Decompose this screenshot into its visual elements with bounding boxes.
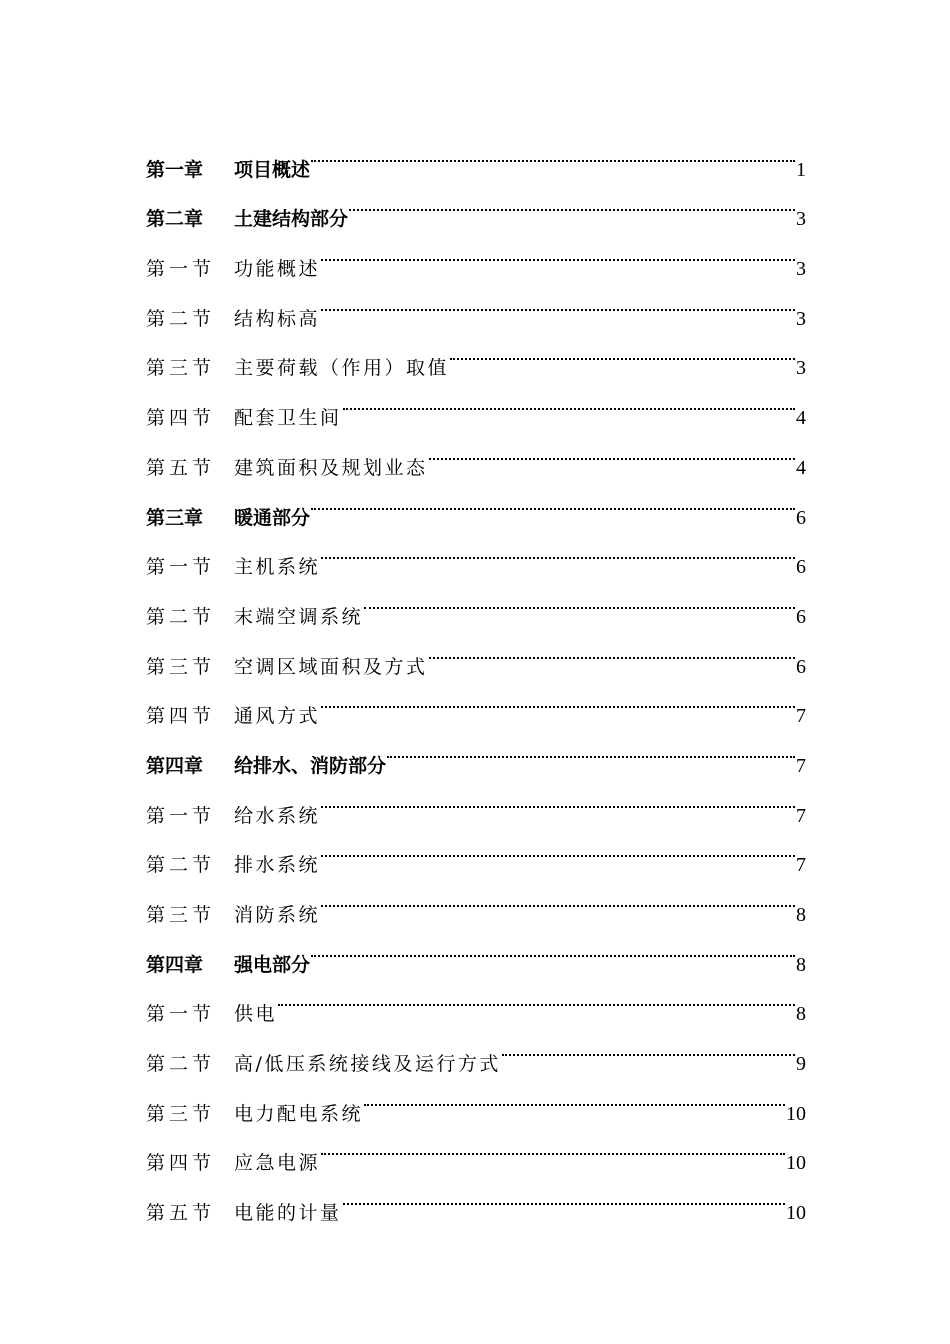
toc-entry-title: 功能概述 [234,258,321,281]
table-of-contents [146,126,806,1225]
toc-entry-page-number: 3 [796,258,806,281]
toc-entry-page-number: 7 [796,754,806,777]
dot-leader [429,424,795,474]
toc-entry-title: 供电 [234,1003,278,1026]
dot-leader [349,176,795,226]
dot-leader [450,325,795,375]
toc-entry-title: 电能的计量 [234,1202,342,1225]
dot-leader [321,275,795,325]
toc-entry-page-number: 8 [796,1003,806,1026]
toc-entry-label: 第四章 [146,754,204,777]
toc-entry-chapter[interactable] [146,126,806,181]
toc-entry-label: 第二章 [146,208,204,231]
toc-entry-page-number: 10 [786,1202,806,1225]
toc-entry-label: 第一节 [146,1003,216,1026]
toc-entry-page-number: 6 [796,506,806,529]
dot-leader [311,126,795,176]
toc-entry-title: 土建结构部分 [234,208,349,231]
toc-entry-title: 消防系统 [234,904,321,926]
dot-leader [311,474,795,524]
toc-entry-page-number: 8 [796,953,806,976]
toc-entry-title: 结构标高 [234,307,321,330]
dot-leader [429,623,795,673]
toc-entry-page-number: 10 [786,1102,806,1125]
dot-leader [321,822,795,872]
toc-entry-label: 第三章 [146,506,204,529]
toc-entry-title: 配套卫生间 [234,407,342,430]
dot-leader [364,1070,785,1120]
toc-entry-page-number: 6 [796,556,806,579]
toc-entry-label: 第四节 [146,407,216,430]
toc-entry-label: 第三节 [146,655,216,678]
toc-entry-label: 第五节 [146,1202,216,1225]
dot-leader [321,772,795,822]
toc-entry-page-number: 6 [796,605,806,628]
toc-entry-label: 第三节 [146,357,216,380]
dot-leader [311,921,795,971]
dot-leader [278,971,795,1021]
toc-entry-page-number: 9 [796,1053,806,1076]
toc-entry-label: 第二节 [146,854,216,877]
dot-leader [387,722,795,772]
toc-entry-title: 高/低压系统接线及运行方式 [234,1053,501,1076]
dot-leader [321,1120,785,1170]
toc-entry-page-number: 1 [796,158,806,181]
toc-entry-title: 电力配电系统 [234,1102,364,1125]
toc-entry-label: 第四节 [146,705,216,728]
toc-entry-title: 主机系统 [234,556,321,579]
toc-entry-title: 暖通部分 [234,506,311,529]
dot-leader [502,1020,795,1070]
toc-entry-title: 末端空调系统 [234,605,364,628]
toc-entry-label: 第二节 [146,605,216,628]
dot-leader [343,374,795,424]
toc-entry-page-number: 3 [796,208,806,231]
toc-entry-page-number: 4 [796,456,806,479]
toc-entry-title: 强电部分 [234,953,311,976]
dot-leader [364,573,795,623]
toc-entry-label: 第二节 [146,307,216,330]
toc-entry-label: 第三节 [146,904,216,926]
toc-entry-page-number: 7 [796,705,806,728]
toc-entry-label: 第四节 [146,1152,216,1175]
toc-entry-label: 第三节 [146,1102,216,1125]
toc-entry-label: 第四章 [146,953,204,976]
toc-entry-page-number: 6 [796,655,806,678]
toc-entry-page-number: 7 [796,804,806,827]
toc-entry-page-number: 3 [796,307,806,330]
toc-entry-page-number: 4 [796,407,806,430]
dot-leader [321,871,795,921]
toc-entry-label: 第一节 [146,258,216,281]
toc-entry-label: 第二节 [146,1053,216,1076]
toc-entry-page-number: 10 [786,1152,806,1175]
toc-entry-title: 主要荷载（作用）取值 [234,357,450,380]
toc-entry-title: 项目概述 [234,158,311,181]
toc-entry-title: 应急电源 [234,1152,321,1175]
dot-leader [321,225,795,275]
dot-leader [321,673,795,723]
toc-entry-title: 给排水、消防部分 [234,754,387,777]
toc-entry-label: 第五节 [146,456,216,479]
toc-entry-title: 建筑面积及规划业态 [234,456,428,479]
toc-entry-title: 通风方式 [234,705,321,728]
dot-leader [343,1169,785,1219]
toc-entry-page-number: 8 [796,904,806,926]
dot-leader [321,524,795,574]
toc-entry-page-number: 7 [796,854,806,877]
toc-entry-label: 第一节 [146,804,216,827]
toc-entry-title: 给水系统 [234,804,321,827]
toc-entry-title: 空调区域面积及方式 [234,655,428,678]
toc-entry-label: 第一章 [146,158,204,181]
toc-entry-page-number: 3 [796,357,806,380]
toc-entry-label: 第一节 [146,556,216,579]
toc-entry-title: 排水系统 [234,854,321,877]
